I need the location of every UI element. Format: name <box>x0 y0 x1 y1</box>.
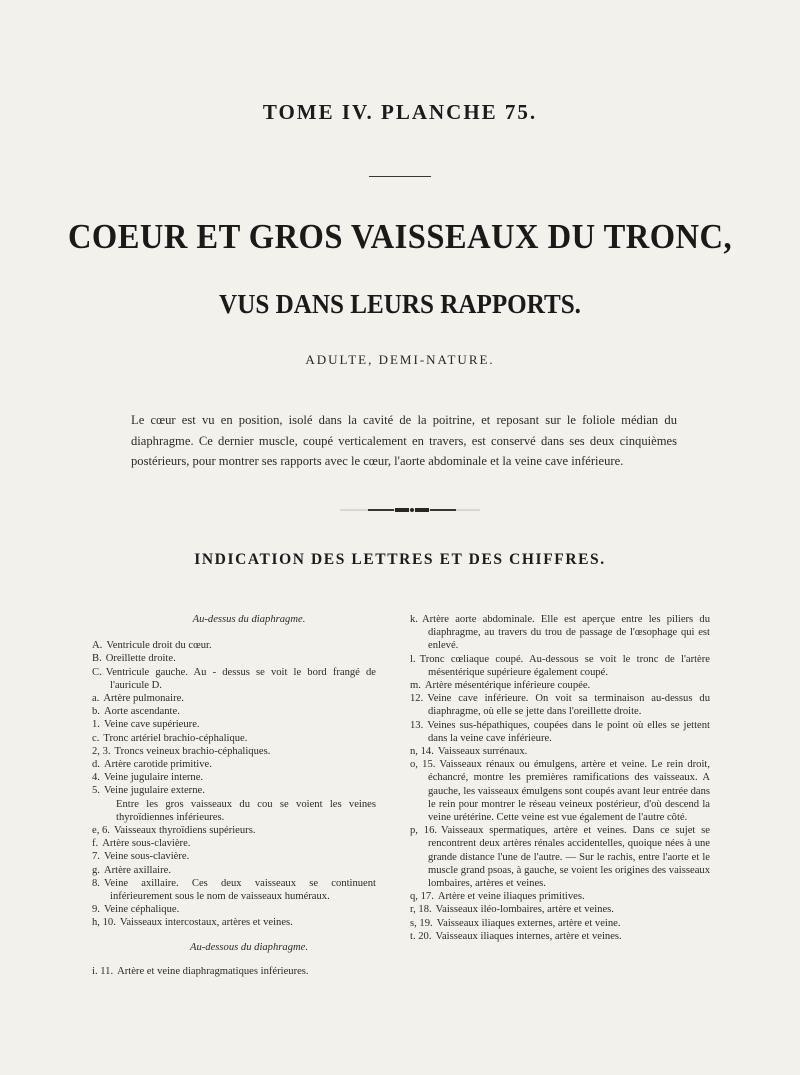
legend-entry <box>410 890 710 903</box>
legend-text: Vaisseaux iléo-lombaires, artère et veines. <box>435 904 614 916</box>
legend-entry <box>410 903 710 916</box>
legend-text: Veines sus-hépathiques, coupées dans le point où elles se jettent dans la veine cave inférieure. <box>427 719 710 744</box>
legend-key: d. <box>92 759 100 771</box>
legend-text: Artère et veine iliaques primitives. <box>437 891 585 903</box>
legend-key: t. 20. <box>410 930 432 942</box>
legend-entry <box>92 903 376 916</box>
tome-heading: TOME IV. PLANCHE 75. <box>262 100 538 124</box>
legend-text: Vaisseaux thyroïdiens supérieurs. <box>113 825 256 837</box>
legend-text: Veine sous-clavière. <box>103 851 190 863</box>
legend-entry <box>92 639 376 652</box>
legend-key: A. <box>92 640 103 652</box>
legend-entry <box>92 850 376 863</box>
legend-key: q, 17. <box>410 891 434 903</box>
legend-text: Veine céphalique. <box>103 904 180 916</box>
legend-entry <box>92 877 376 903</box>
legend-entry <box>410 917 710 930</box>
legend-key: o, 15. <box>410 759 436 771</box>
legend-entry <box>92 864 376 877</box>
legend-key: k. <box>410 614 418 625</box>
legend-key: 2, 3. <box>92 745 111 757</box>
legend-key: 4. <box>92 772 100 784</box>
legend-entry <box>92 745 376 758</box>
plate-title: COEUR ET GROS VAISSEAUX DU TRONC, <box>67 217 733 256</box>
short-rule <box>369 176 431 177</box>
legend-key: i. 11. <box>92 965 114 977</box>
legend-entry <box>92 771 376 784</box>
legend-text: Artère axillaire. <box>103 864 172 876</box>
legend-left-column <box>92 613 376 978</box>
legend-key: 13. <box>410 719 424 731</box>
legend-key: B. <box>92 653 102 665</box>
legend-key: c. <box>92 732 100 744</box>
legend-key: l. <box>410 653 416 665</box>
legend-entry <box>410 679 710 692</box>
legend-key: C. <box>92 666 102 678</box>
legend-text: Vaisseaux iliaques internes, artère et veines. <box>435 930 622 942</box>
legend-entry <box>92 666 376 692</box>
legend-text: Veine jugulaire interne. <box>103 772 204 784</box>
legend-text: Troncs veineux brachio-céphaliques. <box>114 745 271 757</box>
legend-entry <box>410 719 710 745</box>
legend-key: h, 10. <box>92 917 116 929</box>
legend-text: Vaisseaux iliaques externes, artère et veine. <box>436 917 621 929</box>
legend-text: Vaisseaux rénaux ou émulgens, artère et veine. Le rein droit, échancré, montre les premières ramifications des vaisseaux. A gauche, les vaisseaux émulgens sont coupés avant leur entrée dans le rein pour montrer le réseau veineux postérieur, d'où descend la veine urétérine. Cette veine est vue également de l'autre côté. <box>428 759 710 824</box>
legend-key: r, 18. <box>410 904 432 916</box>
legend-text: Veine cave inférieure. On voit sa terminaison au-dessus du diaphragme, où elle se jette dans l'oreillette droite. <box>427 693 710 718</box>
legend-text: Ventricule droit du cœur. <box>106 640 212 652</box>
legend-text: Oreillette droite. <box>105 653 176 665</box>
legend-key: a. <box>92 693 100 705</box>
legend-entry <box>92 798 376 824</box>
legend-key: 7. <box>92 851 100 863</box>
legend-text: Tronc cœliaque coupé. Au-dessous se voit le tronc de l'artère mésentérique supérieure également coupé. <box>419 653 710 678</box>
legend-entry <box>92 837 376 850</box>
legend-entry <box>92 758 376 771</box>
legend-entry <box>92 965 376 978</box>
legend-entry <box>92 784 376 797</box>
legend-entry <box>410 745 710 758</box>
legend-entry <box>410 930 710 943</box>
legend-text: Entre les gros vaisseaux du cou se voient les veines thyroïdiennes inférieures. <box>116 798 376 823</box>
legend-entry <box>92 916 376 929</box>
legend-key: b. <box>92 706 100 718</box>
legend-entry <box>410 613 710 653</box>
legend-text: Artère pulmonaire. <box>103 693 184 705</box>
legend-key: 12. <box>410 693 424 705</box>
legend-entry <box>410 653 710 679</box>
legend-text: Veine axillaire. Ces deux vaisseaux se continuent inférieurement sous le nom de vaisseaux huméraux. <box>103 877 376 903</box>
legend-entry <box>92 718 376 731</box>
legend-text: Vaisseaux spermatiques, artère et veines. Dans ce sujet se rencontrent deux artères rénales accidentelles, quoique nées à une grande distance l'une de l'autre. — Sur le rachis, entre l'aorte et le muscle grand psoas, à gauche, se voient les origines des vaisseaux lombaires, artères et veines. <box>428 825 710 890</box>
legend-text: Artère carotide primitive. <box>103 759 212 771</box>
plate-subtitle: VUS DANS LEURS RAPPORTS. <box>219 289 581 319</box>
legend-key: 1. <box>92 719 100 731</box>
subhead-below-diaphragm: Au-dessous du diaphragme. <box>190 941 308 953</box>
legend-key: 5. <box>92 785 100 797</box>
legend-text: Veine jugulaire externe. <box>103 785 205 797</box>
legend-key: s, 19. <box>410 917 433 929</box>
legend-text: Artère sous-clavière. <box>102 838 191 850</box>
legend-entry <box>410 758 710 824</box>
legend-text: Tronc artériel brachio-céphalique. <box>103 732 248 744</box>
legend-key: e, 6. <box>92 825 110 837</box>
legend-key: 9. <box>92 904 100 916</box>
legend-key: n, 14. <box>410 746 434 758</box>
legend-key: f. <box>92 838 99 850</box>
legend-key: 8. <box>92 877 100 889</box>
legend-entry <box>92 705 376 718</box>
legend-text: Vaisseaux surrénaux. <box>437 746 528 758</box>
legend-text: Ventricule gauche. Au - dessus se voit le bord frangé de l'auricule D. <box>105 666 376 691</box>
legend-entry <box>92 824 376 837</box>
legend-right-column <box>410 613 710 943</box>
scale-caption: ADULTE, DEMI-NATURE. <box>305 352 495 367</box>
legend-entry <box>92 692 376 705</box>
legend-text: Artère et veine diaphragmatiques inférieures. <box>117 965 309 977</box>
legend-key: m. <box>410 680 421 692</box>
subhead-above-diaphragm: Au-dessus du diaphragme. <box>192 614 306 625</box>
intro-paragraph: Le cœur est vu en position, isolé dans la cavité de la poitrine, et reposant sur le foliole médian du diaphragme. Ce dernier muscle, coupé verticalement en travers, est conservé dans ses deux cinquièmes postérieurs, pour montrer ses rapports avec le cœur, l'aorte abdominale et la veine cave inférieure. <box>131 413 677 468</box>
legend-entry <box>92 732 376 745</box>
legend-entry <box>92 652 376 665</box>
legend-text: Vaisseaux intercostaux, artères et veines. <box>119 917 293 929</box>
legend-entry <box>410 692 710 718</box>
legend-text: Artère aorte abdominale. Elle est aperçue entre les piliers du diaphragme, au travers du trou de passage de l'œsophage qui est enlevé. <box>421 614 710 652</box>
legend-text: Veine cave supérieure. <box>103 719 200 731</box>
legend-text: Artère mésentérique inférieure coupée. <box>424 680 591 692</box>
legend-entry <box>410 824 710 890</box>
legend-heading: INDICATION DES LETTRES ET DES CHIFFRES. <box>194 551 606 568</box>
legend-text: Aorte ascendante. <box>103 706 180 718</box>
ornamental-rule <box>340 507 480 513</box>
legend-key: p, 16. <box>410 825 438 837</box>
legend-key: g. <box>92 864 100 876</box>
